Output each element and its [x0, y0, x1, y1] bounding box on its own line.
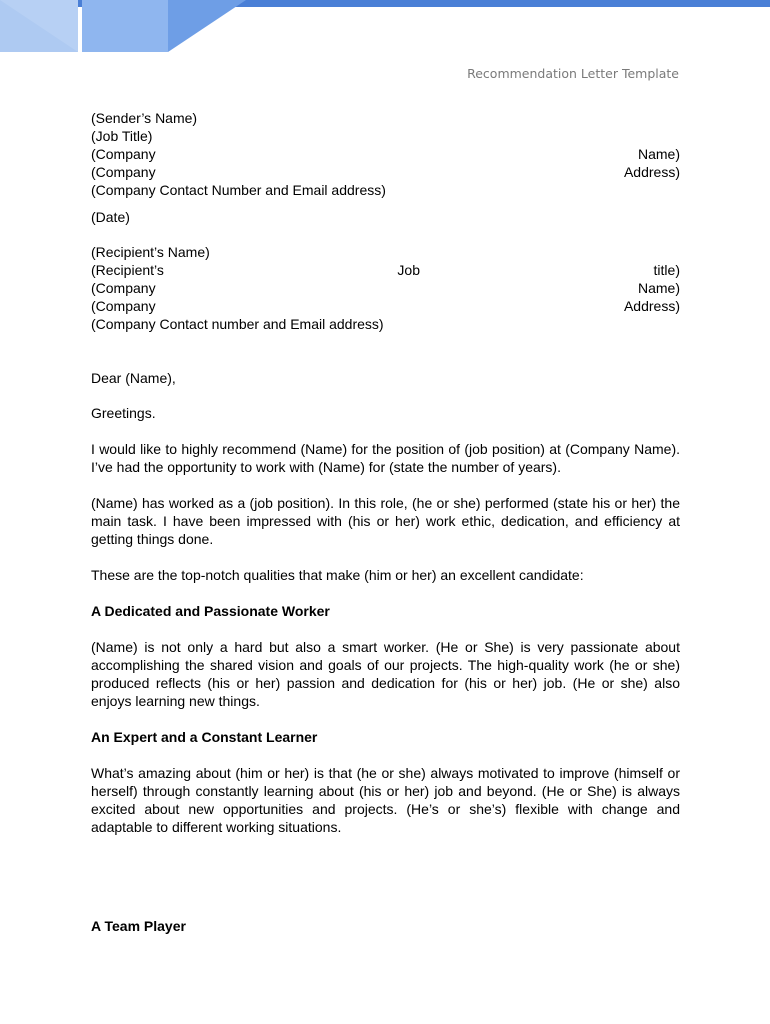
recipient-job-c: title) [653, 262, 680, 278]
sender-company-right: Name) [637, 146, 680, 162]
decorative-header-shapes [0, 0, 250, 60]
sender-company-row [91, 145, 680, 163]
recipient-company-right: Name) [637, 280, 680, 296]
recipient-address-row [91, 297, 680, 315]
heading-constant-learner: An Expert and a Constant Learner [91, 729, 318, 745]
letter-date: (Date) [91, 209, 130, 225]
recipient-job-a: (Recipient’s [91, 262, 164, 278]
recipient-contact: (Company Contact number and Email address) [91, 316, 384, 332]
greeting: Greetings. [91, 405, 156, 421]
recipient-job-b: Job [397, 262, 420, 278]
recipient-block [91, 243, 680, 333]
recipient-company-row [91, 279, 680, 297]
letter-body [91, 109, 680, 935]
sender-address-right: Address) [623, 164, 680, 180]
paragraph-role: (Name) has worked as a (job position). In this role, (he or she) performed (state his or her) the main task. I have been impressed with (his or her) work ethic, dedication, and efficiency at getting things done. [91, 495, 680, 547]
sender-block [91, 109, 680, 199]
heading-dedicated-worker: A Dedicated and Passionate Worker [91, 603, 330, 619]
heading-team-player: A Team Player [91, 918, 186, 934]
sender-company-left: (Company [91, 146, 156, 162]
paragraph-dedicated-worker: (Name) is not only a hard but also a smart worker. (He or She) is very passionate about accomplishing the shared vision and goals of our projects. The high-quality work (he or she) produced reflects (his or her) passion and dedication for (his or her) job. (He or she) also enjoys learning new things. [91, 639, 680, 709]
recipient-name: (Recipient’s Name) [91, 244, 210, 260]
recipient-job-row [91, 261, 680, 279]
sender-address-row [91, 163, 680, 181]
recipient-address-left: (Company [91, 298, 156, 314]
sender-address-left: (Company [91, 164, 156, 180]
sender-contact: (Company Contact Number and Email address) [91, 182, 386, 198]
shape-block-2 [82, 0, 168, 52]
sender-name: (Sender’s Name) [91, 110, 198, 126]
paragraph-qualities-intro: These are the top-notch qualities that make (him or her) an excellent candidate: [91, 567, 584, 583]
paragraph-constant-learner: What’s amazing about (him or her) is that (he or she) always motivated to improve (himself or herself) through constantly learning about (his or her) job and beyond. (He or She) is always excited about new opportunities and projects. (He’s or she’s) flexible with change and adaptable to different working situations. [91, 765, 680, 835]
recipient-company-left: (Company [91, 280, 156, 296]
shape-block-3 [168, 0, 246, 52]
salutation: Dear (Name), [91, 370, 176, 386]
recipient-address-right: Address) [623, 298, 680, 314]
document-header-title: Recommendation Letter Template [467, 66, 679, 81]
paragraph-recommendation: I would like to highly recommend (Name) for the position of (job position) at (Company Name). I’ve had the opportunity to work with (Name) for (state the number of years). [91, 441, 680, 475]
sender-job-title: (Job Title) [91, 128, 153, 144]
